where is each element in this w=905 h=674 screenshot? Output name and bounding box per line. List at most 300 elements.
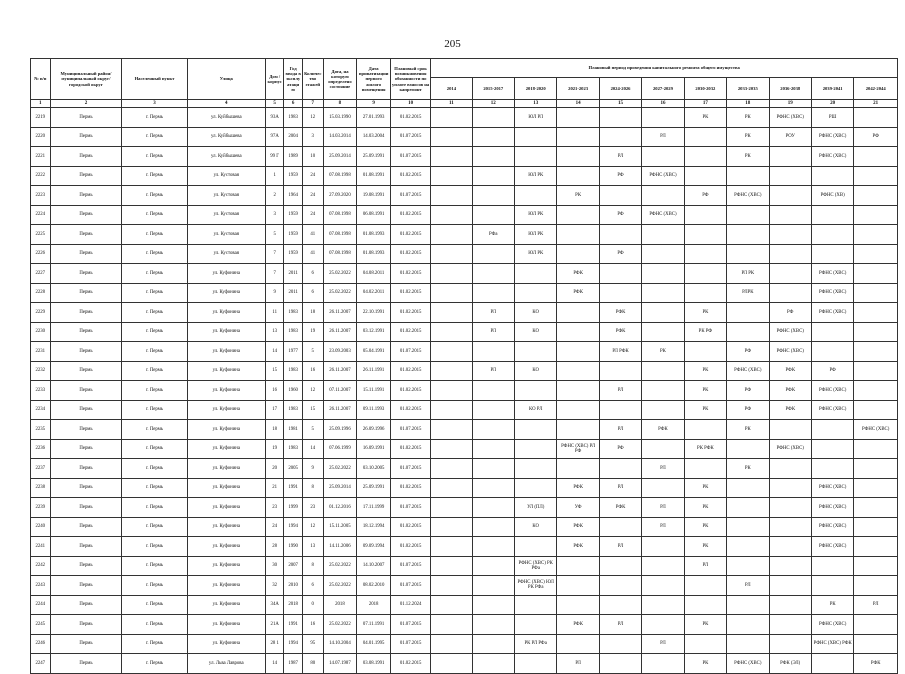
column-number: 17 [684,100,726,108]
table-cell: г. Пермь [122,303,187,323]
table-cell: РФНС (ХВС) [811,381,853,401]
table-cell: 26.11.2007 [323,322,357,342]
table-cell: 1960 [284,381,302,401]
header-planned-period: Плановый срок возникновения обязанности по уплате взносов на капремонт [391,59,431,100]
table-cell: г. Пермь [122,459,187,479]
table-cell: 15 [265,361,283,381]
table-row [31,439,898,459]
table-cell: г. Пермь [122,498,187,518]
table-cell [769,556,811,576]
table-cell: ул. Кустовая [187,166,265,186]
table-cell: Пермь [50,537,122,557]
table-cell [472,459,514,479]
table-cell: РФНС (ХВС) [854,420,898,440]
table-cell: 01.02.2015 [391,244,431,264]
table-cell: РФ [727,400,769,420]
table-cell: КО [514,361,556,381]
table-cell: г. Пермь [122,537,187,557]
table-cell [642,303,684,323]
table-cell [557,342,599,362]
table-cell: 01.02.2015 [391,478,431,498]
header-period: 2018-2020 [514,78,556,100]
table-cell: ул. Куфонина [187,303,265,323]
table-cell: 14.10.2004 [323,634,357,654]
table-cell: 6 [302,576,323,596]
table-cell: РК [684,361,726,381]
table-cell: РЛ [599,420,641,440]
table-cell: РК [684,654,726,674]
table-cell [472,595,514,615]
table-cell: РФа [472,225,514,245]
table-cell [854,537,898,557]
table-cell [599,186,641,206]
table-cell: РК [557,186,599,206]
table-cell: 03.08.1991 [357,654,391,674]
table-cell [854,147,898,167]
table-cell [727,537,769,557]
table-cell: 2233 [31,381,51,401]
table-cell [599,634,641,654]
table-cell: г. Пермь [122,556,187,576]
table-cell: 9 [265,283,283,303]
table-row [31,654,898,674]
table-cell: г. Пермь [122,654,187,674]
table-cell [431,303,472,323]
table-cell [514,439,556,459]
header-period: 2036-2038 [769,78,811,100]
header-period: 2024-2026 [599,78,641,100]
header-period: 2042-2044 [854,78,898,100]
table-cell [514,186,556,206]
table-cell [727,556,769,576]
table-cell [854,225,898,245]
table-cell: РФК [557,517,599,537]
table-cell: 16.09.1991 [357,439,391,459]
table-cell: 2228 [31,283,51,303]
table-row [31,615,898,635]
table-cell [642,537,684,557]
table-cell: РЛ [684,556,726,576]
table-cell: РФНС (ХВС) [811,478,853,498]
table-cell [431,283,472,303]
table-cell: РФ [599,166,641,186]
table-cell: Пермь [50,439,122,459]
column-number: 5 [265,100,283,108]
table-cell: 25.02.2022 [323,283,357,303]
table-cell: 19 [302,322,323,342]
table-cell [684,127,726,147]
table-cell: РК РФК [684,439,726,459]
table-cell: ул. Куфонина [187,459,265,479]
table-cell: РЛ РК [727,264,769,284]
table-cell [431,166,472,186]
table-cell [431,576,472,596]
table-cell: 2235 [31,420,51,440]
table-cell: РФК [769,361,811,381]
table-cell: Пермь [50,478,122,498]
table-cell: 8 [302,478,323,498]
table-cell: 25.02.2022 [323,264,357,284]
table-cell [642,478,684,498]
table-cell [642,108,684,128]
table-cell: 01.12.2016 [323,498,357,518]
table-cell: 6 [302,264,323,284]
table-cell [472,244,514,264]
table-cell [472,108,514,128]
table-cell: 01.07.2015 [391,576,431,596]
table-cell: 99 Г [265,147,283,167]
table-cell: 1991 [284,478,302,498]
table-row [31,322,898,342]
table-cell: 07.08.1998 [323,205,357,225]
table-cell [431,400,472,420]
table-cell: 09.09.1994 [357,537,391,557]
table-cell: РК [684,303,726,323]
table-cell: УЛ (ПЛ) [514,498,556,518]
table-cell: 01.02.2015 [391,205,431,225]
table-cell [769,264,811,284]
table-cell [431,517,472,537]
table-cell: ул. Куфонина [187,517,265,537]
table-cell: РФК [599,498,641,518]
table-cell: РК [684,537,726,557]
table-cell [854,615,898,635]
table-cell: Пермь [50,634,122,654]
table-cell [599,264,641,284]
table-cell: 1959 [284,225,302,245]
table-cell: РФ [854,127,898,147]
table-row [31,108,898,128]
table-cell [431,439,472,459]
table-cell: 2010 [284,576,302,596]
table-cell [557,166,599,186]
table-cell: 2243 [31,576,51,596]
table-cell: 2234 [31,400,51,420]
table-cell: 1983 [284,303,302,323]
header-street: Улица [187,59,265,100]
table-cell [727,225,769,245]
table-cell: 2219 [31,108,51,128]
table-cell [769,459,811,479]
table-cell: 01.07.2015 [391,498,431,518]
table-cell [642,615,684,635]
table-cell [557,147,599,167]
table-cell: 30 [265,556,283,576]
table-cell: Пермь [50,400,122,420]
table-cell: РФК [769,381,811,401]
table-cell: 14.03.2004 [357,127,391,147]
table-cell [557,303,599,323]
table-cell: 01.12.2024 [391,595,431,615]
table-cell: 01.02.2015 [391,303,431,323]
table-cell: 24 [302,186,323,206]
table-row [31,147,898,167]
table-cell [684,634,726,654]
table-cell: РФ [811,361,853,381]
table-cell [514,478,556,498]
table-cell: 01.02.2015 [391,322,431,342]
column-number: 8 [323,100,357,108]
table-cell: РОУ [769,127,811,147]
table-cell [599,576,641,596]
header-date-privatization: Дата приватизации первого жилого помещения [357,59,391,100]
table-cell: 5 [302,342,323,362]
table-cell [727,595,769,615]
table-row [31,498,898,518]
table-cell [727,498,769,518]
table-cell [684,283,726,303]
table-cell: 01.02.2015 [391,400,431,420]
table-row [31,225,898,245]
table-cell [727,517,769,537]
table-cell [431,634,472,654]
table-cell: г. Пермь [122,381,187,401]
table-cell: г. Пермь [122,264,187,284]
table-cell: 01.02.2015 [391,517,431,537]
table-cell [599,361,641,381]
table-cell: 5 [302,420,323,440]
table-cell [684,147,726,167]
table-cell [472,186,514,206]
table-cell: РК РФ [684,322,726,342]
table-cell: 18 [265,420,283,440]
table-cell [557,205,599,225]
table-cell [599,283,641,303]
header-period: 2015-2017 [472,78,514,100]
table-row [31,556,898,576]
table-cell: 2245 [31,615,51,635]
table-cell: 14 [265,342,283,362]
table-cell: РФ [727,342,769,362]
table-cell: г. Пермь [122,439,187,459]
table-cell: 1983 [284,361,302,381]
table-cell: РЛ [642,634,684,654]
table-cell: 28 1 [265,634,283,654]
table-cell [599,400,641,420]
table-cell: г. Пермь [122,361,187,381]
table-cell [472,205,514,225]
table-cell: 01.02.2015 [391,654,431,674]
table-cell: РФНС (ХВС) [769,108,811,128]
table-cell: г. Пермь [122,108,187,128]
table-cell [854,264,898,284]
table-cell: 3 [302,127,323,147]
table-cell: 18.12.1994 [357,517,391,537]
header-settlement: Населенный пункт [122,59,187,100]
table-cell: РФНС (ХВС) [769,322,811,342]
table-cell: 03.12.1991 [357,322,391,342]
table-cell: 2222 [31,166,51,186]
table-cell: 24 [302,166,323,186]
table-cell: 01.02.2015 [391,108,431,128]
table-cell [642,381,684,401]
table-cell: 27.01.1993 [357,108,391,128]
header-row [31,59,898,78]
table-cell [431,381,472,401]
table-cell [854,498,898,518]
table-cell [431,459,472,479]
column-number-row [31,100,898,108]
table-cell [514,654,556,674]
table-cell [769,147,811,167]
table-cell: Пермь [50,108,122,128]
table-cell: 2011 [284,264,302,284]
table-cell [811,244,853,264]
page-number: 205 [444,38,461,50]
table-cell [727,322,769,342]
table-cell: 25.09.1991 [357,147,391,167]
table-cell: РФК [642,420,684,440]
table-cell: ЮЛ РЛ [514,108,556,128]
table-cell: 16 [265,381,283,401]
table-cell: 25.09.1996 [323,420,357,440]
table-cell [431,186,472,206]
table-cell [514,283,556,303]
table-cell [514,420,556,440]
table-cell [514,537,556,557]
table-cell [684,264,726,284]
table-cell: КО [514,303,556,323]
column-number: 7 [302,100,323,108]
table-cell: ул. Куфонина [187,322,265,342]
table-cell: 2241 [31,537,51,557]
table-cell: 2247 [31,654,51,674]
table-cell: ул. Куфонина [187,498,265,518]
table-cell: Пермь [50,303,122,323]
table-cell: 21А [265,615,283,635]
table-cell: 17 [265,400,283,420]
table-cell: 08.02.2010 [357,576,391,596]
table-cell [472,342,514,362]
table-row [31,634,898,654]
table-cell: ул. Кустовая [187,186,265,206]
table-cell: 01.02.2015 [391,225,431,245]
table-cell: 2007 [284,556,302,576]
header-year: Год ввода в эксплуатацию [284,59,302,100]
table-cell: ул. Куфонина [187,478,265,498]
table-cell: 01.07.2015 [391,420,431,440]
table-cell: Пермь [50,127,122,147]
table-cell [769,537,811,557]
table-cell: РЛ [472,361,514,381]
table-cell [769,576,811,596]
table-cell [811,556,853,576]
table-cell [431,595,472,615]
table-cell: РФНС (ХВС) [769,342,811,362]
column-number: 9 [357,100,391,108]
table-cell: 1983 [284,322,302,342]
table-row [31,283,898,303]
table-cell: 01.02.2015 [391,361,431,381]
table-cell: 2239 [31,498,51,518]
table-cell: 09.11.1993 [357,400,391,420]
table-cell [431,322,472,342]
header-municipality: Муниципальный район/ муниципальный округ/городской округ [50,59,122,100]
table-cell: 14.11.2006 [323,537,357,557]
table-cell [472,576,514,596]
table-cell: 25.02.2022 [323,459,357,479]
table-cell: Пермь [50,342,122,362]
table-cell: РФ [684,186,726,206]
column-number: 18 [727,100,769,108]
table-cell [557,108,599,128]
table-cell: 2018 [357,595,391,615]
table-cell: 2005 [284,459,302,479]
table-cell: РФ [599,205,641,225]
header-house: Дом / корпус [265,59,283,100]
table-cell [431,264,472,284]
table-cell: 1994 [284,634,302,654]
table-cell [431,127,472,147]
table-cell: 2229 [31,303,51,323]
table-cell: 2220 [31,127,51,147]
table-cell: ул. Куфонина [187,381,265,401]
table-cell: РФ [599,439,641,459]
table-cell [769,205,811,225]
table-cell: 1983 [284,400,302,420]
table-row [31,537,898,557]
table-cell: РЛ [472,322,514,342]
table-cell [854,303,898,323]
table-cell: 01.08.1993 [357,244,391,264]
table-cell: УФ [557,498,599,518]
table-cell [472,615,514,635]
table-cell [431,537,472,557]
table-cell: ЮЛ РК [514,205,556,225]
table-cell: РФК (ЭЛ) [769,654,811,674]
table-cell [514,459,556,479]
table-cell [599,654,641,674]
table-cell: 26.11.2007 [323,303,357,323]
table-cell: 07.08.1998 [323,225,357,245]
table-cell [727,615,769,635]
table-cell [472,439,514,459]
table-cell [431,654,472,674]
table-cell [599,556,641,576]
table-cell: РФ [769,303,811,323]
table-cell [472,478,514,498]
table-cell [769,166,811,186]
table-cell: 1991 [284,615,302,635]
table-cell: 05.04.1991 [357,342,391,362]
table-cell [727,244,769,264]
table-row [31,186,898,206]
header-floors: Количество этажей [302,59,323,100]
table-cell: Пермь [50,264,122,284]
table-cell [727,303,769,323]
table-cell [811,420,853,440]
table-row [31,205,898,225]
column-number: 10 [391,100,431,108]
table-cell [431,244,472,264]
table-cell: г. Пермь [122,147,187,167]
table-cell [854,381,898,401]
table-cell: РФНС (ХВС) [811,615,853,635]
table-cell: 26.11.2007 [323,400,357,420]
table-cell [472,634,514,654]
table-cell: 97А [265,127,283,147]
table-row [31,576,898,596]
table-cell: 07.06.1999 [323,439,357,459]
table-cell [854,166,898,186]
table-cell: 1977 [284,342,302,362]
table-cell: 2246 [31,634,51,654]
table-cell: 15.03.1990 [323,108,357,128]
table-cell [727,439,769,459]
table-cell: ул. Куфонина [187,361,265,381]
table-cell [514,381,556,401]
table-cell: РФНС (ХВС) [811,303,853,323]
